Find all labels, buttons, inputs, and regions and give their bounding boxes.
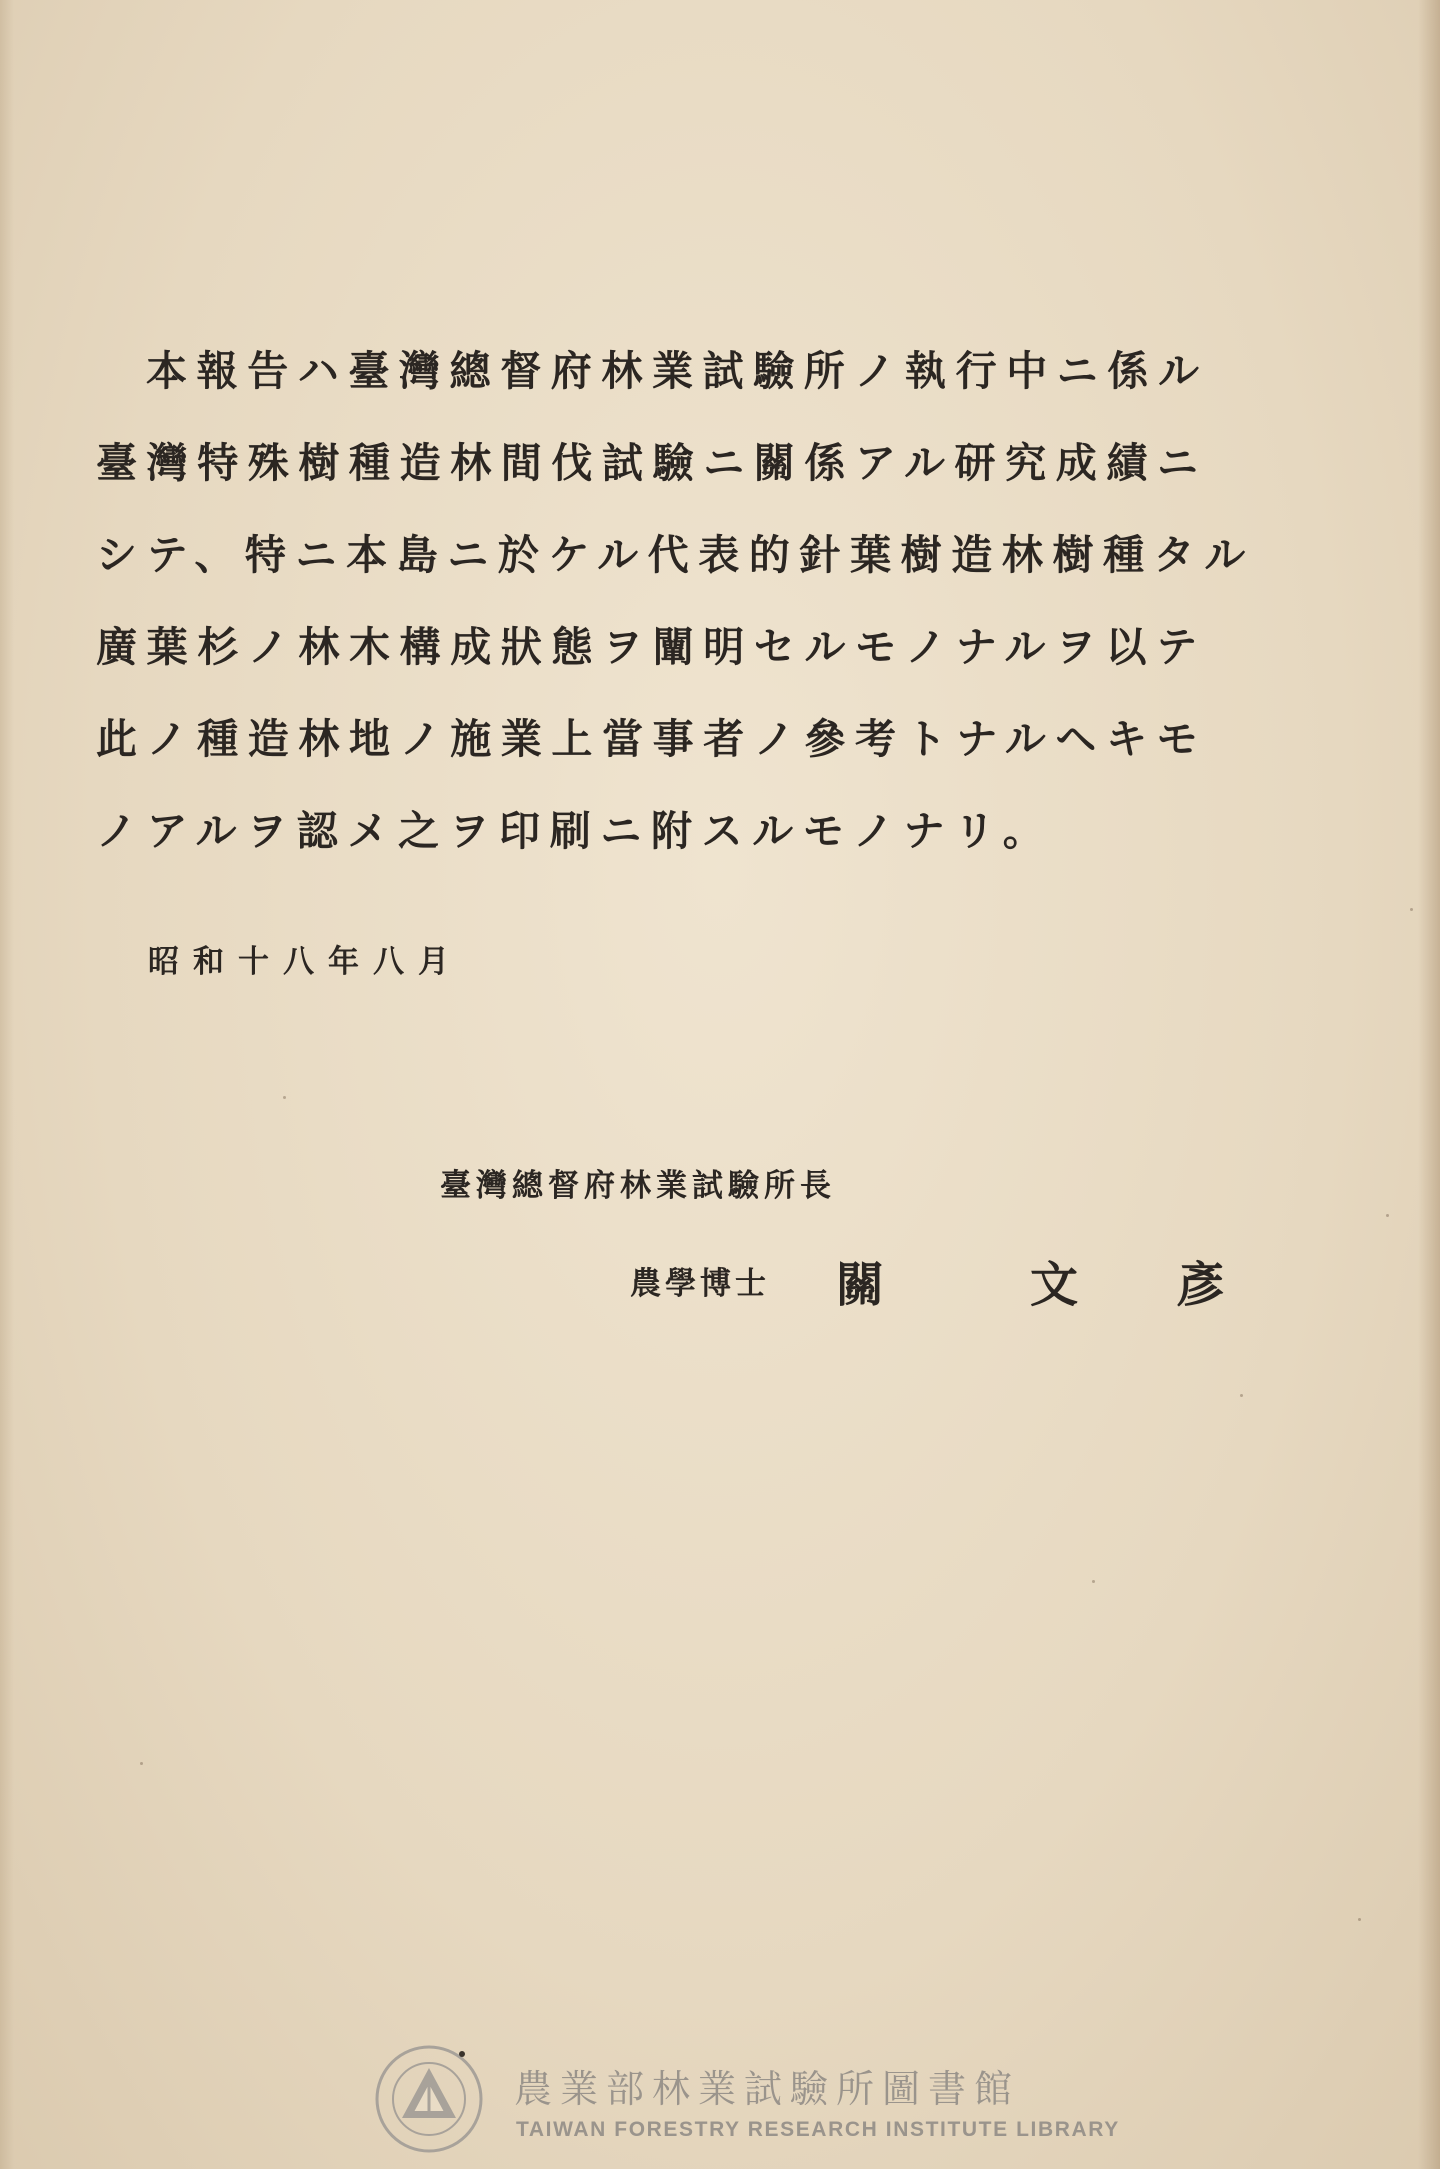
paper-speck (1092, 1580, 1095, 1583)
preface-line-5: 此ノ種造林地ノ施業上當事者ノ參考トナルヘキモ (96, 715, 1208, 763)
preface-line-3: シテ、特ニ本島ニ於ケル代表的針葉樹造林樹種タル (96, 531, 1255, 579)
paper-speck (1386, 1214, 1389, 1217)
preface-line-4: 廣葉杉ノ林木構成狀態ヲ闡明セルモノナルヲ以テ (96, 623, 1207, 671)
paper-speck (1410, 908, 1413, 911)
library-name-chinese: 農業部林業試驗所圖書館 (514, 2067, 1021, 2111)
date-line: 昭和十八年八月 (148, 944, 463, 980)
author-name-char-2: 文 (1030, 1257, 1079, 1313)
signature-title: 農學博士 (630, 1266, 770, 1302)
preface-line-1: 本報告ハ臺灣總督府林業試驗所ノ執行中ニ係ル (146, 347, 1209, 395)
library-name-english: TAIWAN FORESTRY RESEARCH INSTITUTE LIBRARY (516, 2118, 1120, 2141)
paper-speck (140, 1762, 143, 1765)
author-name-char-3: 彥 (1176, 1257, 1225, 1313)
preface-body (96, 325, 1255, 877)
preface-line-2: 臺灣特殊樹種造林間伐試驗ニ關係アル研究成績ニ (96, 439, 1208, 487)
forestry-institute-seal-icon (374, 2044, 484, 2154)
library-watermark (374, 2036, 1120, 2161)
paper-speck (1358, 1918, 1361, 1921)
author-name-char-1: 關 (836, 1257, 885, 1313)
page-left-edge-shadow (0, 0, 14, 2169)
preface-line-6: ノアルヲ認メ之ヲ印刷ニ附スルモノナリ。 (96, 807, 1054, 855)
paper-speck (283, 1096, 286, 1099)
page-right-edge-shadow (1418, 0, 1440, 2169)
signature-institution: 臺灣總督府林業試驗所長 (440, 1168, 836, 1204)
paper-speck (1240, 1394, 1243, 1397)
